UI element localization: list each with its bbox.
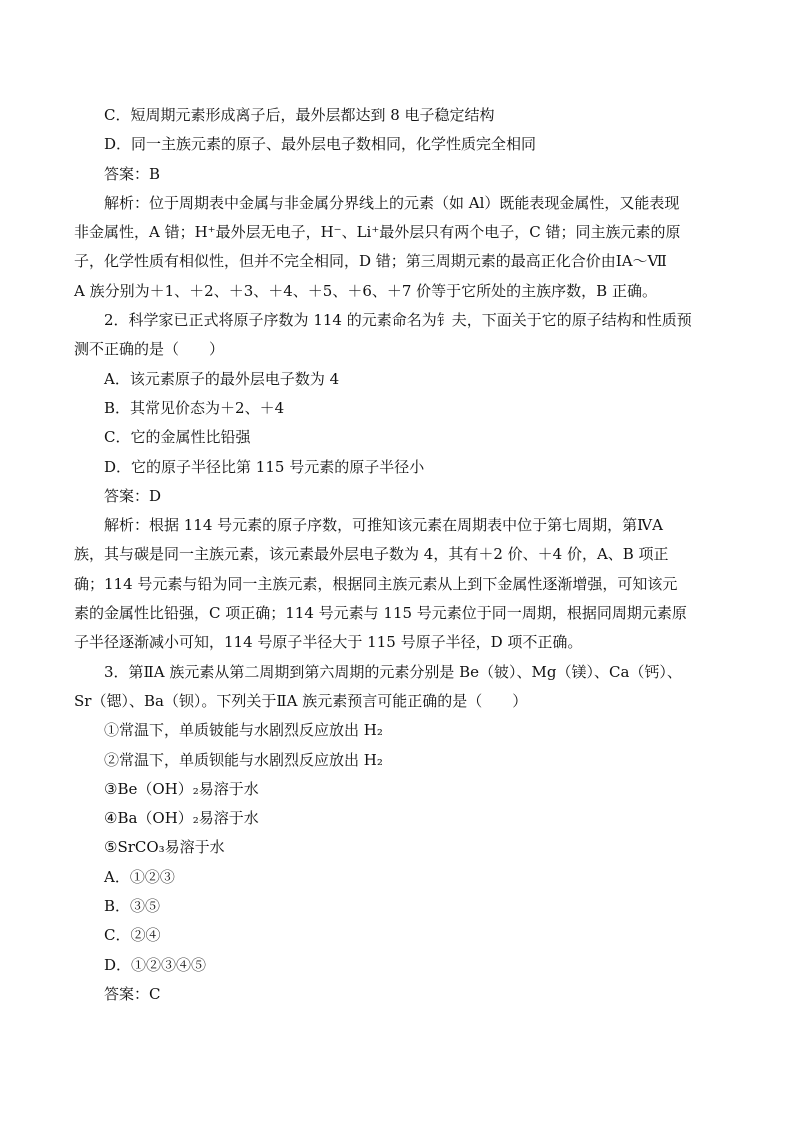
q3-stem-line: Sr（锶）、Ba（钡）。下列关于ⅡA 族元素预言可能正确的是（ ） <box>74 691 528 710</box>
q3-option-d: D．①②③④⑤ <box>104 955 207 974</box>
q2-analysis-line: 子半径逐渐减小可知，114 号原子半径大于 115 号原子半径，D 项不正确。 <box>74 633 583 652</box>
q2-analysis-line: 确；114 号元素与铅为同一主族元素，根据同主族元素从上到下金属性逐渐增强，可知该元 <box>74 574 678 593</box>
q3-option-a: A．①②③ <box>104 867 175 886</box>
q1-option-d: D．同一主族元素的原子、最外层电子数相同，化学性质完全相同 <box>104 135 537 154</box>
q2-option-a: A．该元素原子的最外层电子数为 4 <box>104 369 340 388</box>
q2-stem-line: 测不正确的是（ ） <box>74 340 225 359</box>
q3-item: ③Be（OH）₂易溶于水 <box>104 779 259 798</box>
q2-analysis-line: 族，其与碳是同一主族元素，该元素最外层电子数为 4，其有＋2 价、＋4 价，A、B 项正 <box>74 545 669 564</box>
q2-option-b: B．其常见价态为＋2、＋4 <box>104 398 285 417</box>
q3-option-c: C．②④ <box>104 926 161 945</box>
q3-item: ⑤SrCO₃易溶于水 <box>104 838 225 857</box>
q1-analysis-line: A 族分别为＋1、＋2、＋3、＋4、＋5、＋6、＋7 价等于它所处的主族序数，B 正确。 <box>74 281 657 300</box>
q3-item: ④Ba（OH）₂易溶于水 <box>104 809 259 828</box>
q3-item: ①常温下，单质铍能与水剧烈反应放出 H₂ <box>104 721 383 740</box>
q2-answer: 答案：D <box>104 486 162 505</box>
q3-answer: 答案：C <box>104 984 161 1003</box>
q2-option-c: C．它的金属性比铅强 <box>104 428 251 447</box>
document-body <box>74 101 692 1009</box>
q2-stem-line: 2．科学家已正式将原子序数为 114 的元素命名为钅夫，下面关于它的原子结构和性质预 <box>104 311 692 330</box>
q2-analysis-line: 解析：根据 114 号元素的原子序数，可推知该元素在周期表中位于第七周期，第ⅣA <box>104 516 663 535</box>
q3-stem-line: 3．第ⅡA 族元素从第二周期到第六周期的元素分别是 Be（铍）、Mg（镁）、Ca（钙）、 <box>104 662 682 681</box>
q1-option-c: C．短周期元素形成离子后，最外层都达到 8 电子稳定结构 <box>104 106 495 124</box>
q1-analysis-line: 子，化学性质有相似性，但并不完全相同，D 错；第三周期元素的最高正化合价由ⅠA～Ⅶ <box>74 252 667 271</box>
q1-answer: 答案：B <box>104 164 161 183</box>
q3-option-b: B．③⑤ <box>104 897 161 916</box>
q1-analysis-line: 非金属性，A 错；H⁺最外层无电子，H⁻、Li⁺最外层只有两个电子，C 错；同主族元素的原 <box>74 223 681 242</box>
q2-option-d: D．它的原子半径比第 115 号元素的原子半径小 <box>104 457 425 476</box>
q3-item: ②常温下，单质钡能与水剧烈反应放出 H₂ <box>104 750 383 769</box>
q2-analysis-line: 素的金属性比铅强，C 项正确；114 号元素与 115 号元素位于同一周期，根据同周期元素原 <box>74 604 687 623</box>
q1-analysis-line: 解析：位于周期表中金属与非金属分界线上的元素（如 Al）既能表现金属性，又能表现 <box>104 193 680 212</box>
